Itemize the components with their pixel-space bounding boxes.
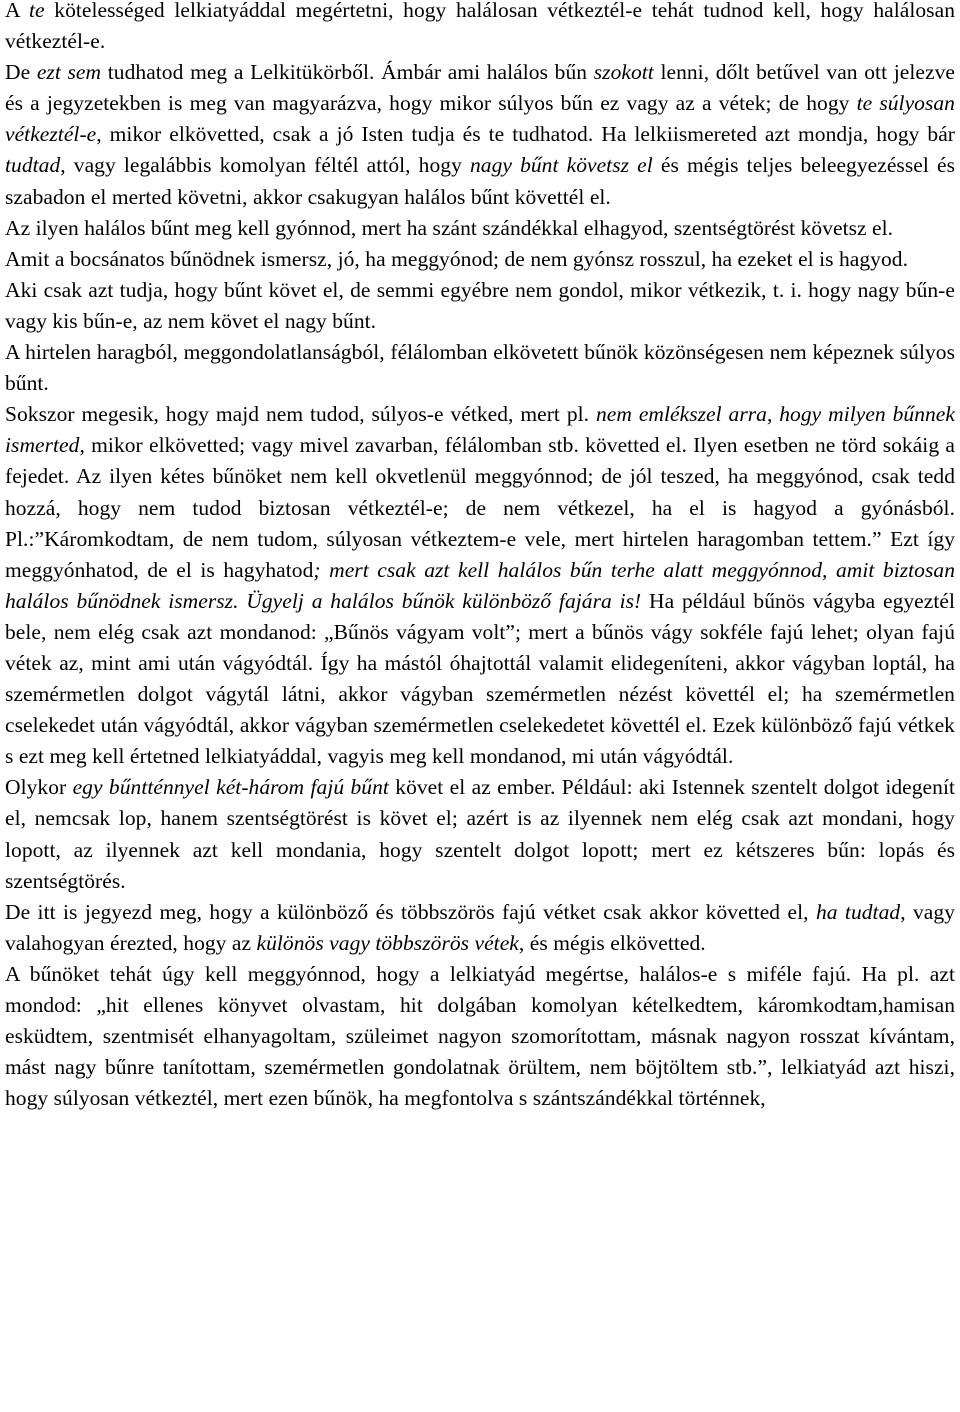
italic-text-run: ha tudtad (815, 899, 901, 924)
paragraph-multiple-kinds (5, 772, 955, 896)
text-run: , vagy valahogyan érezted, hogy az (5, 899, 955, 955)
paragraph-mortal-sin-confession (5, 213, 955, 244)
text-run: A bűnöket tehát úgy kell meggyónnod, hogy a lelkiatyád megértse, halálos-e s miféle fajú. Ha pl. azt mondod: „hit ellenes könyvet olvastam, hit dolgában komolyan kételkedtem, káromkodtam,hamisan esküdtem, szentmisét elhanyagoltam, szüleimet nagyon szomorítottam, másnak nagyon rosszat kívántam, mást nagy bűnre tanítottam, szemérmetlen gondolatnak örültem, nem böjtöltem stb.”, lelkiatyád azt hiszi, hogy súlyosan vétkeztél, mert ezen bűnök, ha megfontolva s szántszándékkal történnek, (5, 961, 955, 1111)
text-run: Aki csak azt tudja, hogy bűnt követ el, de semmi egyébre nem gondol, mikor vétkezik, t. i. hogy nagy bűn-e vagy kis bűn-e, az nem követ el nagy bűnt. (5, 277, 955, 333)
paragraph-how-to-confess (5, 959, 955, 1114)
text-run: , mikor elkövetted, csak a jó Isten tudja és te tudhatod. Ha lelkiismereted azt mondja, hogy bár (96, 122, 955, 147)
italic-text-run: te (29, 0, 45, 22)
text-run: , mikor elkövetted; vagy mivel zavarban, félálomban stb. követted el. Ilyen esetben ne törd sokáig a fejedet. Az ilyen kétes bűnöket nem kell okvetlenül meggyónnod; de jól teszed, ha meggyónod, csak tedd hozzá, hogy nem tudod biztosan vétkeztél-e; de nem vétkezel, ha el is hagyod a gyónásból. Pl.:”Káromkodtam, de nem tudom, súlyosan vétkeztem-e vele, mert hirtelen haragomban tettem.” Ezt így meggyónhatod, de el is hagyhatod (5, 433, 955, 582)
text-run: Sokszor megesik, hogy majd nem tudod, súlyos-e vétked, mert pl. (5, 402, 596, 427)
text-run: lenni, dőlt betűvel van ott jelezve és a jegyzetekben is meg van magyarázva, hogy mikor súlyos bűn ez vagy az a vétek; de hogy (5, 60, 955, 116)
text-run: Az ilyen halálos bűnt meg kell gyónnod, mert ha szánt szándékkal elhagyod, szentségtörést követsz el. (5, 215, 894, 240)
document-text (5, 0, 955, 1114)
paragraph-responsibility (5, 0, 955, 57)
text-run: Olykor (5, 775, 73, 800)
text-run: és mégis teljes beleegyezéssel és szabadon el merted követni, akkor csakugyan halálos bűnt követtél el. (5, 153, 955, 209)
paragraph-venial-sins (5, 244, 955, 275)
italic-text-run: ezt sem (36, 60, 102, 85)
italic-text-run: tudtad (5, 153, 61, 178)
italic-text-run: szokott (593, 60, 654, 85)
text-run: A (5, 0, 30, 22)
text-run: De (5, 60, 37, 85)
text-run: De itt is jegyezd meg, hogy a különböző és többszörös fajú vétket csak akkor követted el, (5, 899, 816, 924)
paragraph-doubtful-sins (5, 399, 955, 772)
paragraph-sudden-anger (5, 337, 955, 399)
italic-text-run: egy bűntténnyel két-három fajú bűnt (72, 775, 389, 800)
italic-text-run: nagy bűnt követsz el (469, 153, 653, 178)
text-run: kötelességed lelkiatyáddal megértetni, hogy halálosan vétkeztél-e tehát tudnod kell, hogy halálosan vétkeztél-e. (5, 0, 955, 54)
italic-text-run: nem emlékszel arra, hogy milyen bűnnek ismerted (5, 402, 955, 458)
text-run: Amit a bocsánatos bűnödnek ismersz, jó, ha meggyónod; de nem gyónsz rosszul, ha ezeket el is hagyod. (5, 246, 909, 271)
italic-text-run: különös vagy többszörös vétek (256, 930, 519, 955)
text-run: A hirtelen haragból, meggondolatlanságból, félálomban elkövetett bűnök közönségesen nem képeznek súlyos bűnt. (5, 340, 955, 396)
text-run: , és mégis elkövetted. (518, 930, 706, 955)
paragraph-mirror-of-conscience (5, 57, 955, 212)
paragraph-awareness (5, 275, 955, 337)
text-run: , vagy legalábbis komolyan féltél attól, hogy (60, 153, 470, 178)
italic-text-run: ; mert csak azt kell halálos bűn terhe alatt meggyónnod, amit biztosan halálos bűnödnek ismersz. Ügyelj a halálos bűnök különböző fajára is! (5, 557, 955, 613)
italic-text-run: te súlyosan vétkeztél-e (5, 91, 955, 147)
text-run: tudhatod meg a Lelkitükörből. Ámbár ami halálos bűn (101, 60, 594, 85)
text-run: követ el az ember. Például: aki Istennek szentelt dolgot idegenít el, nemcsak lop, hanem szentségtörést is követ el; azért is az ilyennek nem elég csak azt mondani, hogy lopott, az ilyennek azt kell mondania, hogy szentelt dolgot lopott; mert ez kétszeres bűn: lopás és szentségtörés. (5, 775, 955, 893)
paragraph-knowing-kind (5, 897, 955, 959)
text-run: Ha például bűnös vágyba egyeztél bele, nem elég csak azt mondanod: „Bűnös vágyam volt”; mert a bűnös vágy sokféle fajú lehet; olyan fajú vétek az, mint ami után vágyódtál. Így ha mástól óhajtottál valamit elidegeníteni, akkor vágyban loptál, ha szemérmetlen dolgot vágytál látni, akkor vágyban szemérmetlen nézést követtél el; ha szemérmetlen cselekedet után vágyódtál, akkor vágyban szemérmetlen cselekedetet követtél el. Ezek különböző fajú vétkek s ezt meg kell értetned lelkiatyáddal, vagyis meg kell mondanod, mi után vágyódtál. (5, 588, 955, 769)
